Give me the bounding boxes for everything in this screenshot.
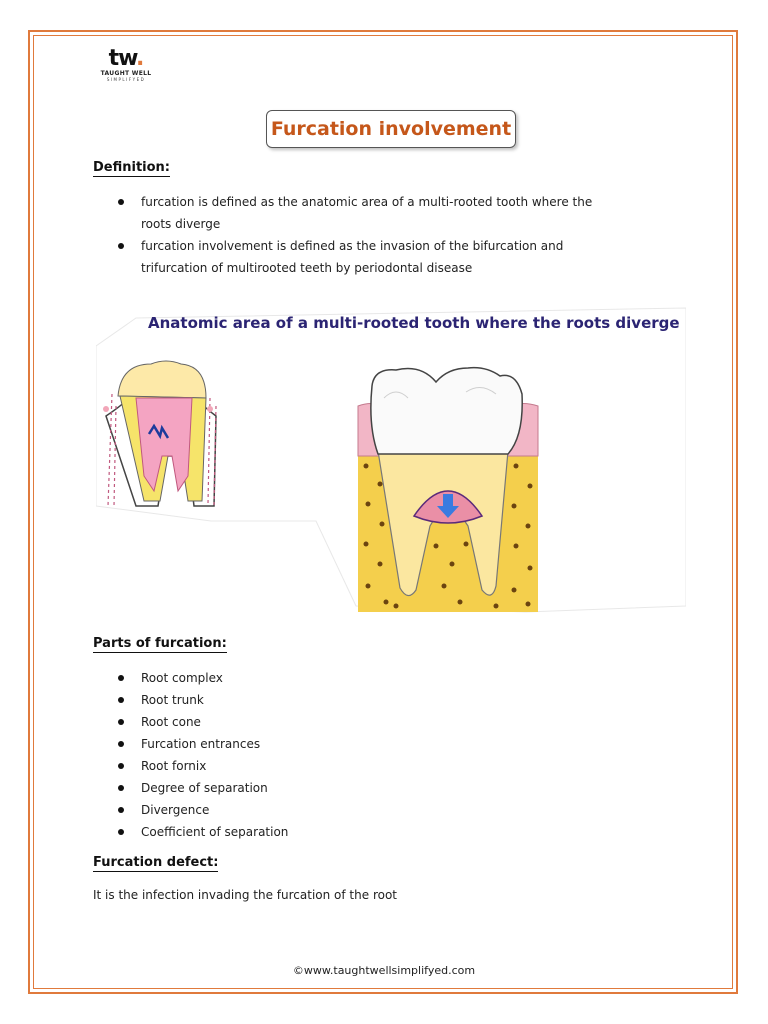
page-title: Furcation involvement [270,118,512,140]
logo-name: TAUGHT WELL [100,70,152,77]
list-item: furcation is defined as the anatomic area of a multi-rooted tooth where the roots diverge [116,191,592,235]
defect-heading: Furcation defect: [93,855,219,870]
tooth-illustration [96,306,686,616]
defect-text: It is the infection invading the furcation of the root [93,888,398,902]
figure-caption: Anatomic area of a multi-rooted tooth where the roots diverge [148,314,680,332]
definition-list [116,191,592,279]
list-item: Root fornix [116,755,288,777]
large-tooth-diagram [358,368,538,612]
list-item: Degree of separation [116,777,288,799]
list-item: Coefficient of separation [116,821,288,843]
parts-heading: Parts of furcation: [93,636,227,651]
logo-mark: tw. [108,46,144,71]
list-item: Root trunk [116,689,288,711]
logo [96,48,156,82]
logo-subtitle: SIMPLIFYED [106,77,146,82]
definition-heading: Definition: [93,160,171,175]
list-item: Root complex [116,667,288,689]
parts-list [116,667,288,843]
list-item: furcation involvement is defined as the invasion of the bifurcation and trifurcation of multirooted teeth by periodontal disease [116,235,592,279]
footer-url[interactable]: ©www.taughtwellsimplifyed.com [292,964,476,977]
title-box [266,110,516,148]
list-item: Furcation entrances [116,733,288,755]
list-item: Divergence [116,799,288,821]
list-item: Root cone [116,711,288,733]
